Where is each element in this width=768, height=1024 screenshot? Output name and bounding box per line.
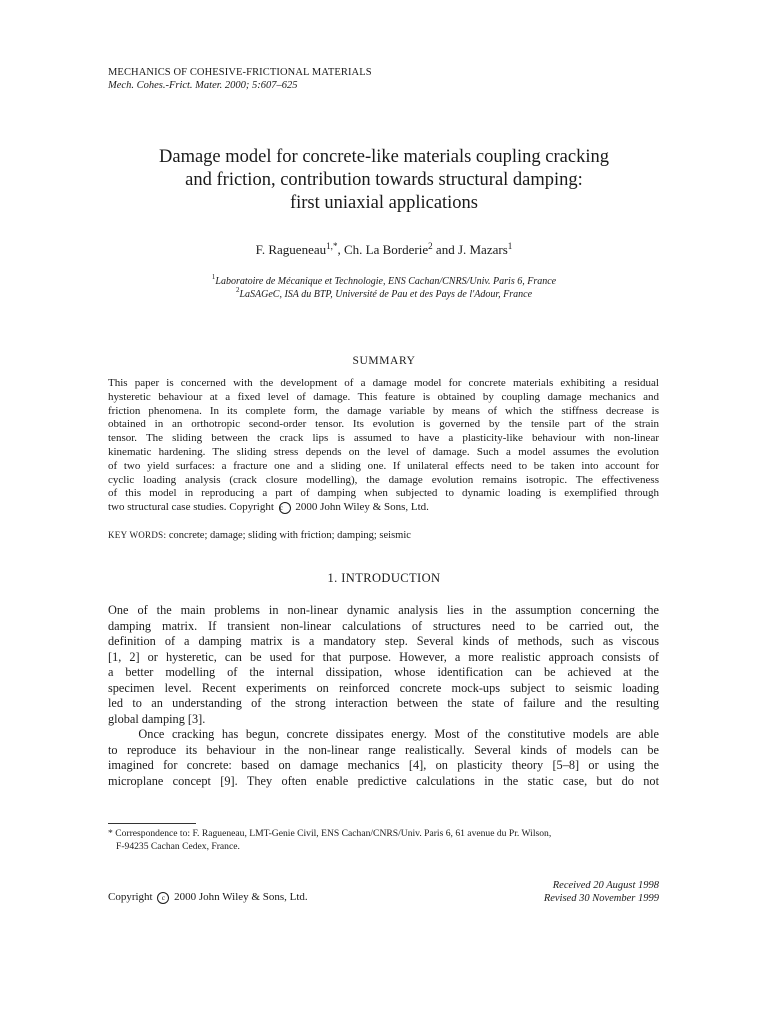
footnote-line: * Correspondence to: F. Ragueneau, LMT-Genie Civil, ENS Cachan/CNRS/Univ. Paris 6, 61 avenue du Pr. Wilson, [108,828,552,839]
affiliation-marker: 2 [235,285,240,294]
affiliation-text: Laboratoire de Mécanique et Technologie, ENS Cachan/CNRS/Univ. Paris 6, France [215,276,557,287]
abstract-line: obtained in an orthotropic second-order tensor. Its evolution is governed by the tensile part of the strain [108,418,659,431]
keywords [108,530,411,541]
affiliations [0,273,768,301]
abstract-line: of two yield surfaces: a fracture one and a sliding one. If unilateral effects need to be taken into account for [108,459,659,472]
journal-name: MECHANICS OF COHESIVE-FRICTIONAL MATERIALS [108,67,372,78]
revised-date: Revised 30 November 1999 [543,893,659,904]
abstract-line: tensor. The sliding between the crack lips is assumed to have a plasticity-like behaviour with non-linear [108,432,659,445]
journal-citation: Mech. Cohes.-Frict. Mater. 2000; 5:607–625 [108,80,298,91]
title-line: Damage model for concrete-like materials coupling cracking [159,147,609,167]
abstract-line: of this model in reproducing a part of damping when subjected to dynamic loading is exemplified through [108,487,659,500]
introduction-body [108,603,659,789]
abstract-line [108,501,659,515]
body-line: [1, 2] or hysteretic, can be used for that purpose. However, a more realistic approach consists of [108,649,659,664]
paper-title [60,146,708,215]
copyright-symbol-icon: c [279,502,291,514]
keywords-text: concrete; damage; sliding with friction; damping; seismic [168,530,411,541]
title-line: first uniaxial applications [289,193,479,213]
section-heading: 1. INTRODUCTION [327,571,441,585]
abstract-text: two structural case studies. Copyright [108,501,274,514]
body-line: microplane concept [9]. They often enable predictive calculations in the static case, but do not [108,773,659,788]
author-marker: 1 [507,241,513,251]
affiliation-marker: 1 [211,273,216,281]
author-marker: 1,* [326,241,338,251]
body-line: led to an understanding of the strong interaction between the state of failure and the resulting [108,696,659,710]
affiliation [0,285,768,302]
title-line: and friction, contribution towards structural damping: [185,170,583,190]
abstract-line: friction phenomena. In its complete form, the damage variable by means of which the stiffness decrease is [108,404,659,417]
copyright-line [108,891,308,904]
abstract [108,377,659,515]
body-line: imagined for concrete: based on damage mechanics [4], on plasticity theory [5–8] or using the [108,758,659,772]
submission-dates [544,879,659,905]
abstract-line: This paper is concerned with the development of a damage model for concrete materials exhibiting a residual [108,377,659,389]
body-line: specimen level. Recent experiments on reinforced concrete mock-ups subject to seismic loading [108,680,659,695]
abstract-line: hysteretic behaviour at a fixed level of damage. This feature is obtained by coupling damage mechanics and [108,390,659,403]
body-line: damping matrix. If transient non-linear calculations of structures need to be carried out, the [108,618,659,633]
body-line: a better modelling of the internal dissipation, whose identification can be achieved at the [108,665,659,679]
footnote-line: F-94235 Cachan Cedex, France. [116,841,240,852]
summary-heading: SUMMARY [352,355,416,367]
copyright-suffix: 2000 John Wiley & Sons, Ltd. [174,891,308,903]
journal-header [108,66,372,92]
body-line: global damping [3]. [108,711,206,726]
affiliation-text: LaSAGeC, ISA du BTP, Université de Pau et des Pays de l'Adour, France [239,288,533,300]
abstract-line: kinematic hardening. The sliding stress depends on the level of damage. Such a model assumes the evolution [108,445,659,458]
footnote-rule [108,823,196,824]
affiliation [0,273,768,289]
copyright-prefix: Copyright [108,891,153,903]
body-line: Once cracking has begun, concrete dissipates energy. Most of the constitutive models are able [108,727,659,741]
author-marker: 2 [428,241,433,251]
abstract-line: cyclic loading analysis (crack closure modelling), the damage evolution remains isotropic. The effectiveness [108,473,659,486]
received-date: Received 20 August 1998 [552,880,659,891]
author-name: and J. Mazars [432,242,508,257]
abstract-text: 2000 John Wiley & Sons, Ltd. [295,501,429,514]
body-line: definition of a damping matrix is a mandatory step. Several kinds of methods, such as viscous [108,634,659,648]
copyright-symbol-icon: c [157,892,169,904]
body-line: to reproduce its behaviour in the non-linear range realistically. Several kinds of models can be [108,742,659,757]
keywords-label: KEY WORDS: [108,530,167,540]
correspondence-footnote [108,827,659,853]
author-name: , Ch. La Borderie [337,242,429,257]
author-name: F. Ragueneau [255,242,327,257]
author-list [0,242,768,258]
body-line: One of the main problems in non-linear dynamic analysis lies in the assumption concerning the [108,603,659,617]
